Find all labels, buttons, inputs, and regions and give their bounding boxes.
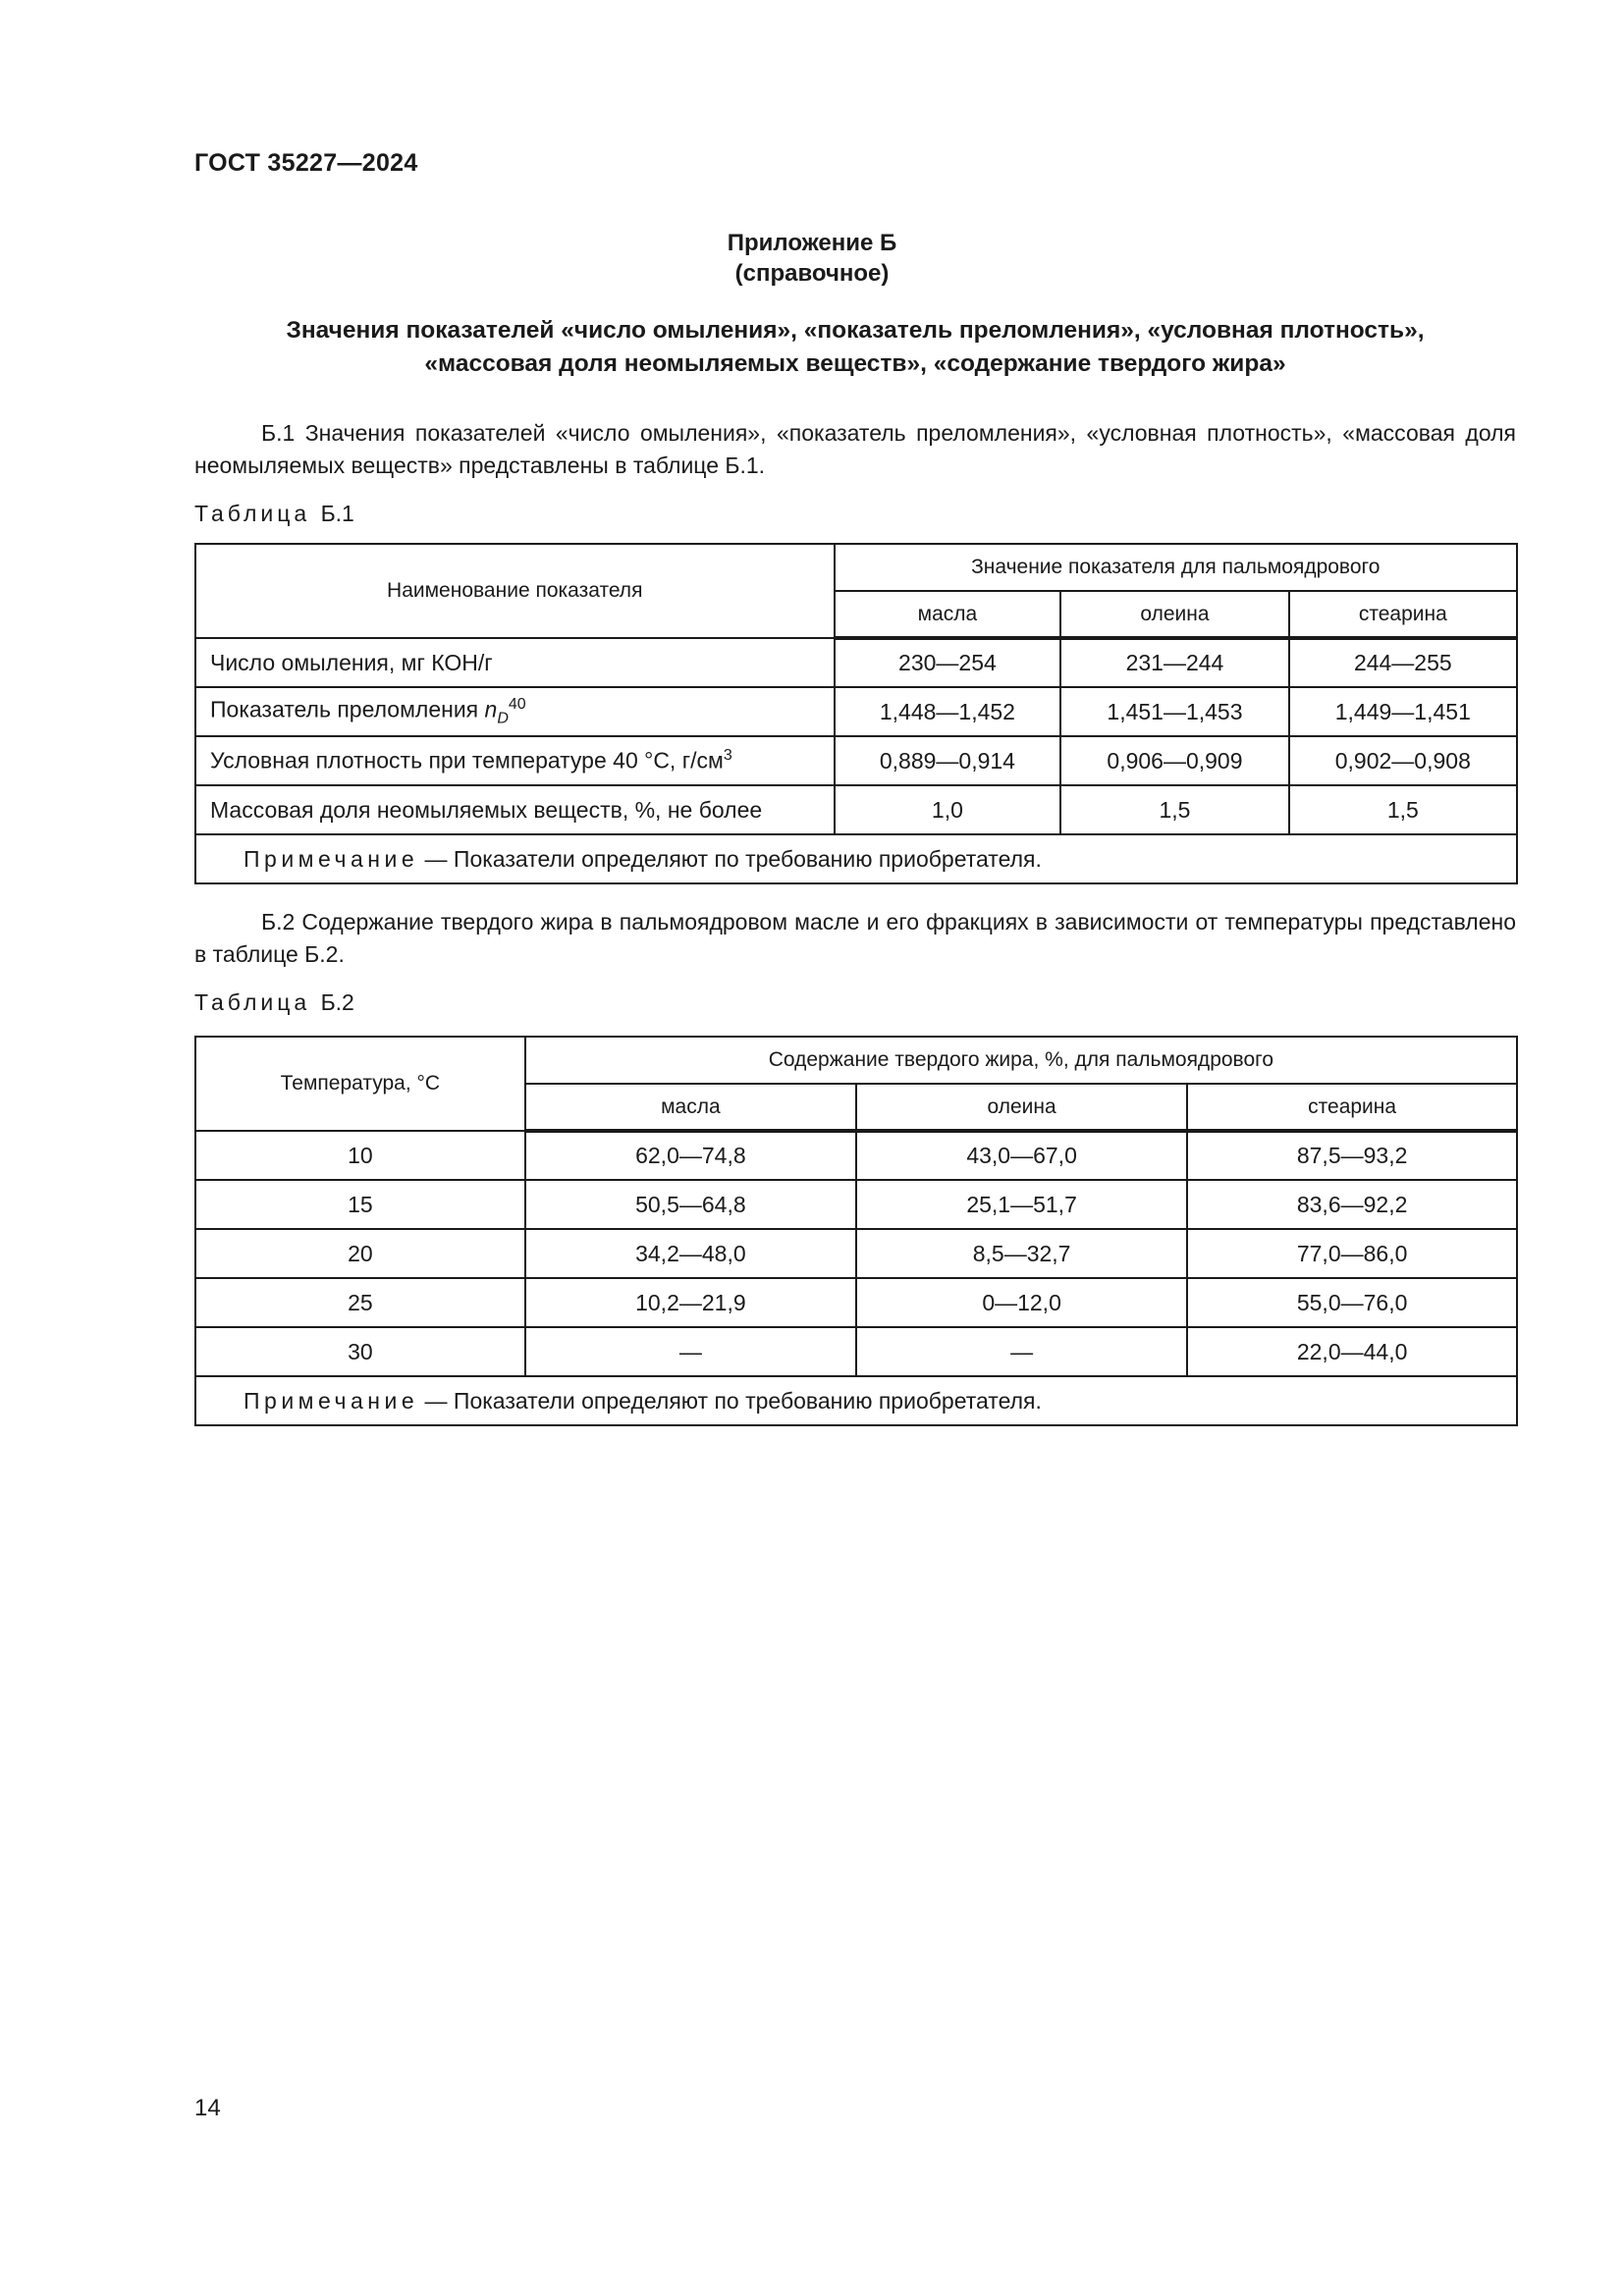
table2-temp: 25 [195, 1278, 525, 1327]
table1-cell: 231—244 [1060, 638, 1288, 687]
table-row [195, 785, 1517, 834]
table1-cell: 230—254 [835, 638, 1061, 687]
table2-cell: 8,5—32,7 [856, 1229, 1187, 1278]
table-row [195, 1131, 1517, 1180]
table2-note [195, 1376, 1517, 1425]
table1-group-header: Значение показателя для пальмоядрового [835, 544, 1518, 591]
table1-note-text: — Показатели определяют по требованию приобретателя. [418, 845, 1042, 872]
table2-subheader-stearin: стеарина [1187, 1084, 1517, 1131]
table-row [195, 638, 1517, 687]
page-number: 14 [194, 2095, 221, 2121]
table2-col-name-header: Температура, °С [195, 1037, 525, 1131]
table2-cell: 87,5—93,2 [1187, 1131, 1517, 1180]
appendix-heading [194, 314, 1516, 381]
table2-cell: 77,0—86,0 [1187, 1229, 1517, 1278]
table1-caption-num: Б.1 [320, 501, 354, 526]
table1-caption [194, 501, 354, 527]
table1-cell: 0,906—0,909 [1060, 736, 1288, 785]
appendix-title: Приложение Б [727, 230, 897, 256]
table2-cell: 25,1—51,7 [856, 1180, 1187, 1229]
table2-caption-num: Б.2 [320, 989, 354, 1015]
table1-row-name: Массовая доля неомыляемых веществ, %, не более [195, 785, 835, 834]
table1-row-name [195, 736, 835, 785]
table1-note-label: Примечание [244, 845, 419, 872]
refractive-subscript: D [497, 710, 509, 727]
table-row [195, 1278, 1517, 1327]
appendix-heading-line2: «массовая доля неомыляемых веществ», «содержание твердого жира» [424, 350, 1286, 377]
table1-cell: 0,889—0,914 [835, 736, 1061, 785]
table1-row-name [195, 687, 835, 736]
table-row [195, 736, 1517, 785]
table2-cell: 62,0—74,8 [525, 1131, 856, 1180]
standard-code: ГОСТ 35227—2024 [194, 149, 418, 177]
table2-cell: 0—12,0 [856, 1278, 1187, 1327]
appendix-heading-line1: Значения показателей «число омыления», «показатель преломления», «условная плотность», [286, 317, 1425, 344]
table1-cell: 1,0 [835, 785, 1061, 834]
table2-temp: 10 [195, 1131, 525, 1180]
table1-cell: 1,451—1,453 [1060, 687, 1288, 736]
table2-group-header: Содержание твердого жира, %, для пальмоядрового [525, 1037, 1517, 1084]
table2-subheader-oil: масла [525, 1084, 856, 1131]
table2-temp: 30 [195, 1327, 525, 1376]
table2-cell: 50,5—64,8 [525, 1180, 856, 1229]
table1-caption-word: Таблица [194, 501, 311, 526]
table2-cell: — [525, 1327, 856, 1376]
table2-temp: 20 [195, 1229, 525, 1278]
paragraph-b1: Б.1 Значения показателей «число омыления», «показатель преломления», «условная плотность», «массовая доля неомыляемых веществ» представлены в таблице Б.1. [194, 420, 1516, 478]
table1-note [195, 834, 1517, 883]
table1-row-name: Число омыления, мг КОН/г [195, 638, 835, 687]
table2-caption-word: Таблица [194, 989, 311, 1015]
table1-cell: 1,449—1,451 [1289, 687, 1517, 736]
table2-cell: 10,2—21,9 [525, 1278, 856, 1327]
table1-subheader-oil: масла [835, 591, 1061, 638]
table1-subheader-olein: олеина [1060, 591, 1288, 638]
table1-cell: 1,448—1,452 [835, 687, 1061, 736]
table1 [194, 543, 1518, 884]
table1-cell: 1,5 [1289, 785, 1517, 834]
density-unit-superscript: 3 [723, 747, 732, 765]
table-row [195, 687, 1517, 736]
table1-cell: 0,902—0,908 [1289, 736, 1517, 785]
table1-cell: 244—255 [1289, 638, 1517, 687]
table1-subheader-stearin: стеарина [1289, 591, 1517, 638]
table2-cell: 34,2—48,0 [525, 1229, 856, 1278]
appendix-type: (справочное) [734, 260, 890, 287]
table2-caption [194, 989, 354, 1016]
table-row [195, 1229, 1517, 1278]
refractive-symbol: n [484, 696, 498, 722]
table-row [195, 1327, 1517, 1376]
table1-col-name-header: Наименование показателя [195, 544, 835, 638]
table2 [194, 1036, 1518, 1426]
table2-cell: 22,0—44,0 [1187, 1327, 1517, 1376]
table2-note-text: — Показатели определяют по требованию приобретателя. [418, 1387, 1042, 1414]
paragraph-b2: Б.2 Содержание твердого жира в пальмоядровом масле и его фракциях в зависимости от температуры представлено в таблице Б.2. [194, 909, 1516, 967]
table2-temp: 15 [195, 1180, 525, 1229]
table2-note-label: Примечание [244, 1387, 419, 1414]
table2-cell: 43,0—67,0 [856, 1131, 1187, 1180]
table2-subheader-olein: олеина [856, 1084, 1187, 1131]
table-row [195, 1180, 1517, 1229]
table2-cell: 55,0—76,0 [1187, 1278, 1517, 1327]
table1-row-name-text: Условная плотность при температуре 40 °С, г/см [210, 747, 724, 774]
table1-row-name-text: Показатель преломления [210, 696, 485, 722]
table2-cell: — [856, 1327, 1187, 1376]
refractive-superscript: 40 [508, 695, 526, 713]
table2-cell: 83,6—92,2 [1187, 1180, 1517, 1229]
table1-cell: 1,5 [1060, 785, 1288, 834]
